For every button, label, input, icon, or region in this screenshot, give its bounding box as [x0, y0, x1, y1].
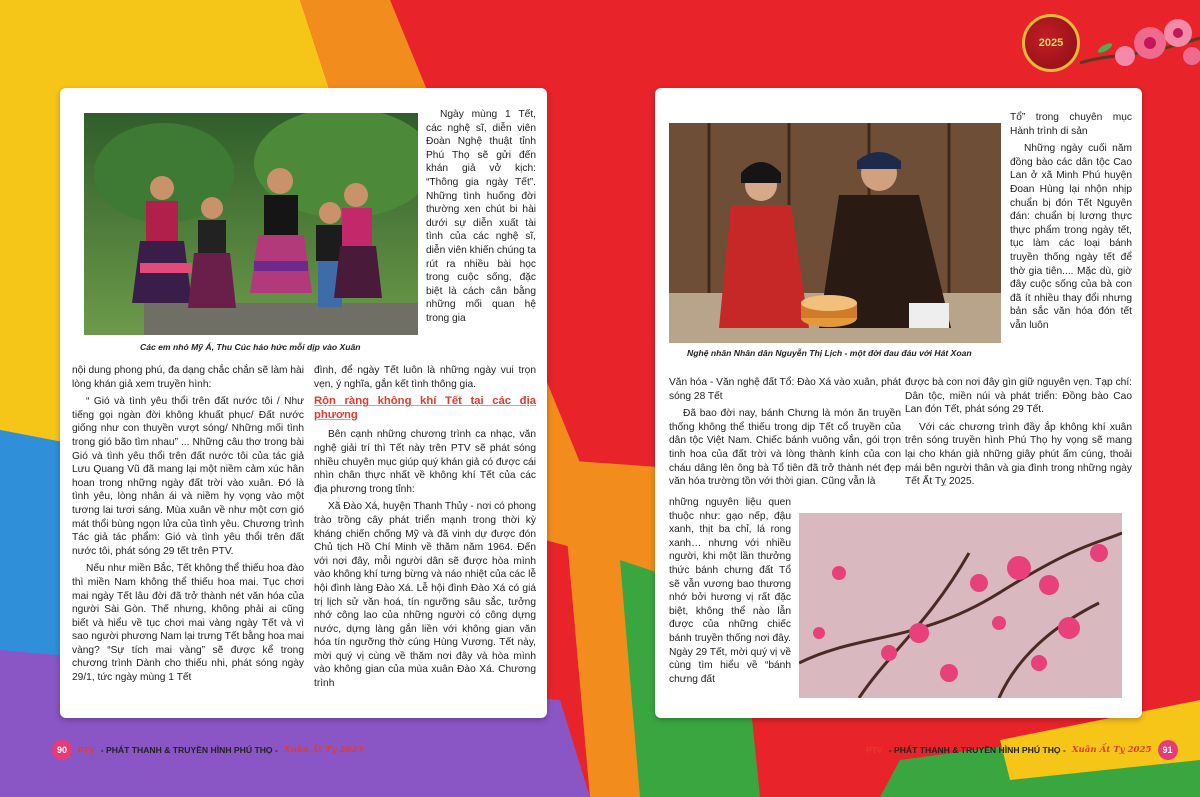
paragraph: Văn hóa - Văn nghệ đất Tổ: Đào Xá vào xuân, phát sóng 28 Tết: [669, 377, 901, 402]
right-footer: [866, 741, 1178, 759]
paragraph: Với các chương trình đầy ắp không khí xuân trên sóng truyền hình Phú Thọ hy vọng sẽ mang lại cho khán giả những giây phút ấm cúng, thoải mái bên người thân và gia đình trong những ngày Tết Ất Tỵ 2025.: [905, 421, 1132, 488]
paragraph: Xã Đào Xá, huyện Thanh Thủy - nơi có phong trào trồng cây phát triển mạnh trong thời kỳ kháng chiến chống Mỹ và đã vinh dự được đón Chủ tịch Hồ Chí Minh về thăm năm 1964. Đến với nơi đây, mỗi người dân sẽ được hòa mình vào không khí tưng bừng và náo nhiệt của các lễ hội đình làng Đào Xá. Lễ hội đình Đào Xá có giá trị lịch sử văn hoá, tín ngưỡng sâu sắc, tưởng nhớ công lao của những người có công dựng nước, dựng làng gắn liền với không gian văn hóa tín ngưỡng thờ cúng Hùng Vương. Tết này, mời quý vị cùng về thăm nơi đây và hòa mình vào không gian của mùa xuân Đào Xá. Chương trình: [314, 501, 536, 690]
footer-issue: Xuân Ất Tỵ 2025: [283, 745, 364, 755]
left-column-1: [72, 364, 304, 689]
paragraph: những nguyên liệu quen thuộc như: gạo nếp, đậu xanh, thịt ba chỉ, lá rong xanh… nhưng với nhiều người, khi một lần thưởng thức bánh chưng đất Tổ sẽ vẫn vương bao thương nhớ bởi hương vị rất đặc biệt, không thể nào lẫn được của những chiếc bánh truyền thống nơi đây. Ngày 29 Tết, mời quý vị về cùng tìm hiểu về “bánh chưng đất: [669, 497, 791, 685]
page-number: 91: [1158, 740, 1178, 760]
section-heading: Rộn ràng không khí Tết tại các địa phương: [314, 395, 536, 421]
paragraph: Bên cạnh những chương trình ca nhạc, văn nghệ giải trí thì Tết này trên PTV sẽ phát sóng nhiều chuyên mục giúp quý khán giả có được cái nhìn chân thực nhất về không khí Tết của các địa phương trong tỉnh:: [314, 429, 536, 495]
paragraph: “ Gió và tình yêu thổi trên đất nước tôi / Như tiếng gọi ngàn đời không khuất phục/ Đất nước giống như con thuyền vượt sóng/ Những mối tình trong gió bão tìm nhau” ... Những câu thơ trong bài Gió và tình yêu thổi trên đất nước tôi của tác giả Lưu Quang Vũ đã mang lại một niềm cảm xúc hân hoan trong những ngày đất trời vào xuân. Đó là tình yêu, lòng nhân ái và niềm hy vọng vào một tương lai tươi sáng. Mùa xuân về như một cơn gió mát thổi bùng ngọn lửa của tình yêu. Chương trình Tác giả tác phẩm: Gió và tình yêu thổi trên đất nước tôi, phát sóng 29 tết trên PTV.: [72, 396, 304, 557]
artisan-photo: [669, 123, 1001, 343]
left-column-2: [314, 364, 536, 695]
paragraph: Ngày mùng 1 Tết, các nghệ sĩ, diễn viên Đoàn Nghệ thuật tỉnh Phú Thọ sẽ gửi đến khán giả vở kịch: “Thông gia ngày Tết”. Những tình huống đời thường xen chút bi hài dưới sự diễn xuất tài tình của các nghệ sĩ, diễn viên khiến chúng ta rút ra nhiều bài học trong cuộc sống, đặc biệt là cách cân bằng những mối quan hệ trong gia: [426, 109, 536, 324]
right-page: [655, 88, 1142, 718]
right-column-2: [905, 376, 1132, 493]
paragraph: Nếu như miền Bắc, Tết không thể thiếu hoa đào thì miền Nam không thể thiếu hoa mai. Tục chơi mai ngày Tết lâu đời đã trở thành nét văn hóa của người Sài Gòn. Thế nhưng, không phải ai cũng biết và hiểu về tục chơi mai vàng ngày Tết và vì sao người phương Nam lại trưng Tết bằng hoa mai vàng? “Sự tích mai vàng” sẽ được kể trong chương trình Dành cho thiếu nhi, phát sóng ngày 29/1, tức ngày mùng 1 Tết: [72, 563, 304, 684]
footer-text: - PHÁT THANH & TRUYỀN HÌNH PHÚ THỌ -: [100, 745, 278, 755]
page-number: 90: [52, 740, 72, 760]
footer-brand: PTV: [866, 745, 883, 755]
paragraph: Đã bao đời nay, bánh Chưng là món ăn truyền thống không thể thiếu trong dịp Tết cổ truyền của dân tộc Việt Nam. Chiếc bánh vuông vắn, gói trọn tinh hoa của đất trời và lòng thành kính của con cháu dâng lên ông bà Tổ tiên đã trở thành nét đẹp văn hóa trường tồn với thời gian. Cũng vẫn là: [669, 408, 901, 488]
right-column-2-top: [1010, 111, 1132, 337]
right-column-1-narrow: [669, 496, 791, 690]
right-column-1: [669, 376, 901, 493]
photo-caption: Các em nhỏ Mỹ Á, Thu Cúc háo hức mỗi dịp vào Xuân: [140, 342, 361, 352]
photo-caption: Nghệ nhân Nhân dân Nguyễn Thị Lịch - một đời đau đáu với Hát Xoan: [687, 348, 972, 358]
footer-issue: Xuân Ất Tỵ 2025: [1071, 745, 1152, 755]
peach-blossom-decoration: [1080, 8, 1200, 78]
peach-blossom-photo: [799, 513, 1122, 698]
logo-year: 2025: [1038, 37, 1064, 49]
footer-brand: PTV: [78, 745, 95, 755]
left-column-2-top: [426, 108, 536, 330]
paragraph: đình, để ngày Tết luôn là những ngày vui trọn vẹn, ý nghĩa, gắn kết tình thông gia.: [314, 365, 536, 390]
left-page: [60, 88, 547, 718]
paragraph: Những ngày cuối năm đồng bào các dân tộc Cao Lan ở xã Minh Phú huyện Đoan Hùng lại nhộn nhịp chuẩn bị đón Tết Nguyên đán: chuẩn bị lương thực thực phẩm trong ngày tết, tục làm các loại bánh truyền thống ngày tết để thờ gia tiên.... Mặc dù, giờ đây cuộc sống của bà con đã ít nhiều thay đổi nhưng bản sắc văn hóa đón tết vẫn luôn: [1010, 143, 1132, 331]
children-photo: [84, 113, 418, 335]
paragraph: được bà con nơi đây gìn giữ nguyên vẹn. Tạp chí: Dân tộc, miền núi và phát triển: Đồng bào Cao Lan đón Tết, phát sóng 29 Tết.: [905, 377, 1132, 416]
footer-text: - PHÁT THANH & TRUYỀN HÌNH PHÚ THỌ -: [888, 745, 1066, 755]
paragraph: nội dung phong phú, đa dạng chắc chắn sẽ làm hài lòng khán giả xem truyền hình:: [72, 365, 304, 390]
left-footer: [52, 741, 364, 759]
xuan-2025-logo: [1022, 14, 1080, 72]
paragraph: Tổ” trong chuyên mục Hành trình di sản: [1010, 112, 1132, 137]
